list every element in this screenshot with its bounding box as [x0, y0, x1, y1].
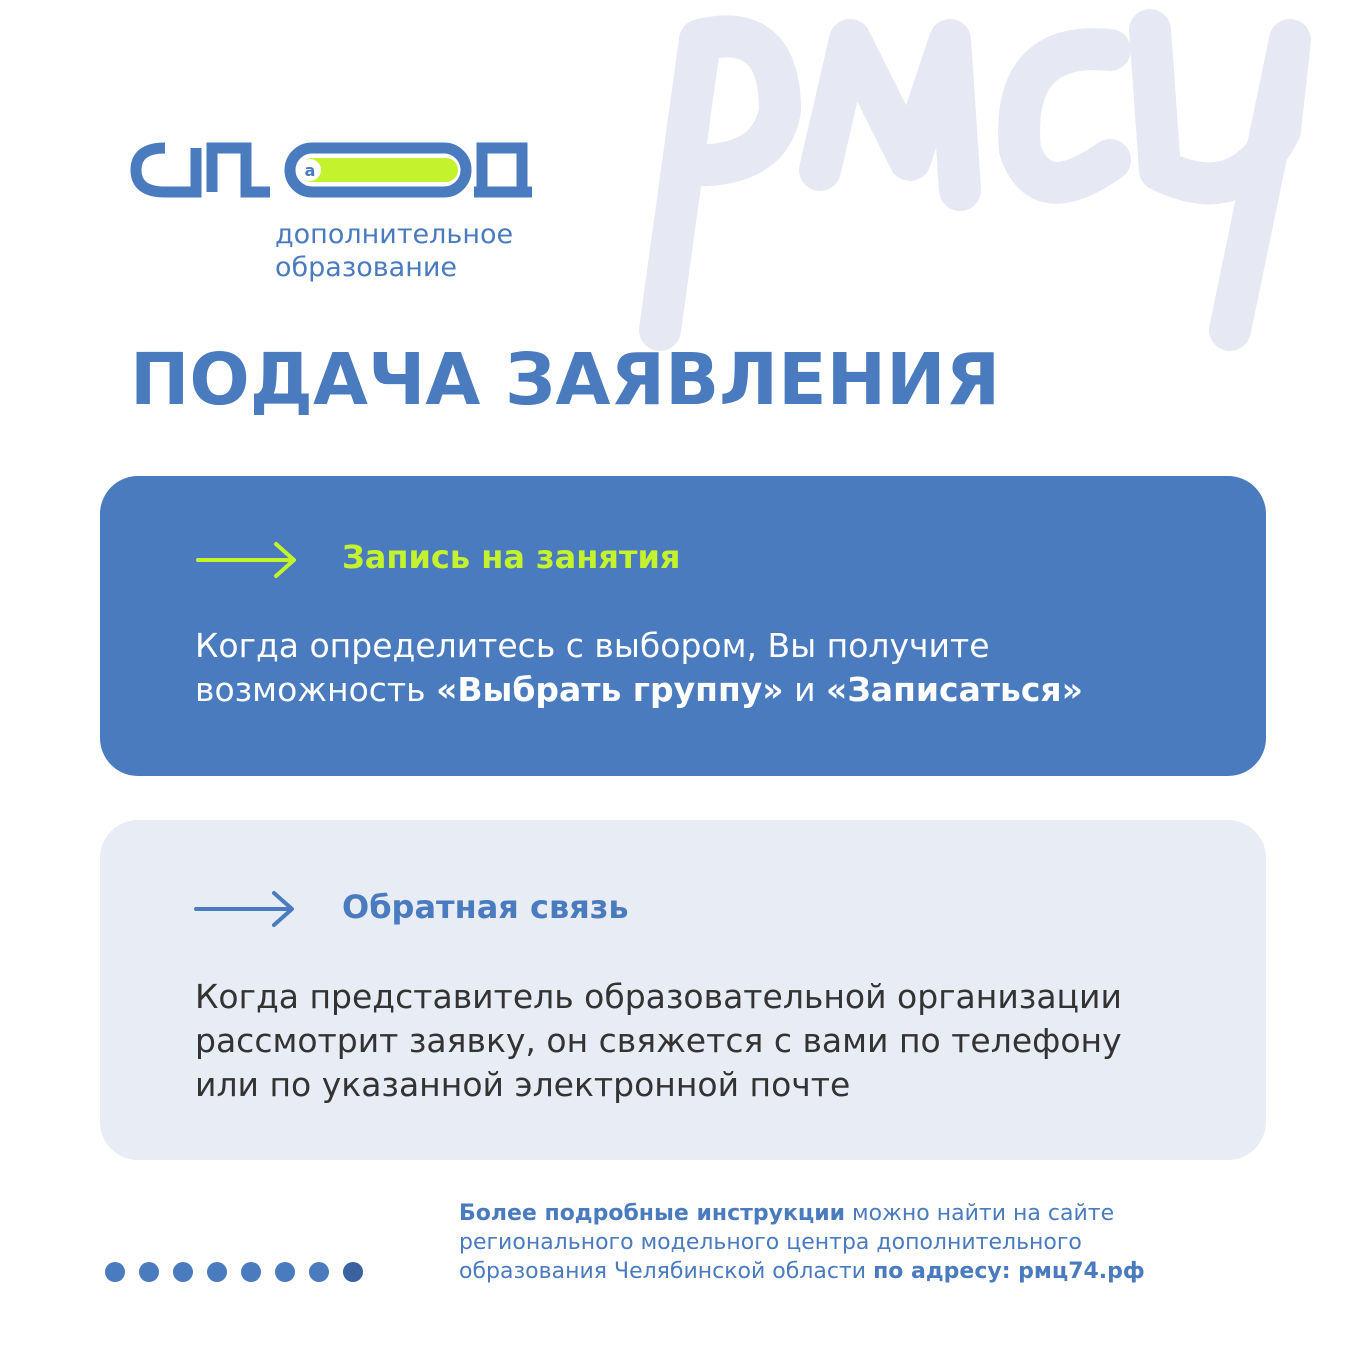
- pagination-dot[interactable]: [241, 1262, 261, 1282]
- choose-group-label: «Выбрать группу»: [436, 670, 784, 709]
- card-text-line: рассмотрит заявку, он свяжется с вами по телефону: [195, 1021, 1122, 1060]
- brand-logo: [130, 140, 540, 200]
- card-text-line: или по указанной электронной почте: [195, 1065, 851, 1104]
- footer-line: [459, 1199, 1219, 1228]
- pagination-dot[interactable]: [139, 1262, 159, 1282]
- brand-subtitle: [275, 218, 513, 284]
- watermark-rmc74: [590, 0, 1366, 360]
- pagination-dot[interactable]: [105, 1262, 125, 1282]
- pagination-dot[interactable]: [275, 1262, 295, 1282]
- footer-note: [459, 1199, 1219, 1286]
- brand-subtitle-line1: дополнительное: [275, 219, 514, 250]
- card-text-line: Когда определитесь с выбором, Вы получите: [195, 626, 990, 665]
- pagination-dot[interactable]: [173, 1262, 193, 1282]
- footer-line: регионального модельного центра дополнительного: [459, 1230, 1082, 1255]
- pagination-dot[interactable]: [207, 1262, 227, 1282]
- text-fragment: и: [783, 670, 827, 709]
- footer-line: [459, 1257, 1219, 1286]
- card-enrollment: [100, 476, 1266, 776]
- page-title: ПОДАЧА ЗАЯВЛЕНИЯ: [130, 338, 1001, 421]
- footer-text: образования Челябинской области: [459, 1259, 874, 1284]
- arrow-right-icon: [194, 889, 296, 929]
- card-text-line: Когда представитель образовательной организации: [195, 977, 1122, 1016]
- card-text-feedback: [195, 975, 1215, 1107]
- card-heading-feedback: Обратная связь: [342, 888, 629, 926]
- sign-up-label: «Записаться»: [826, 670, 1083, 709]
- text-fragment: возможность: [195, 670, 437, 709]
- footer-text: можно найти на сайте: [845, 1201, 1115, 1226]
- card-feedback: [100, 820, 1266, 1160]
- card-text-line: [195, 668, 1215, 712]
- card-heading-enrollment: Запись на занятия: [342, 538, 681, 576]
- pagination-dot[interactable]: [309, 1262, 329, 1282]
- logo-badge-letter: а: [304, 161, 316, 180]
- pagination-dot-active[interactable]: [343, 1262, 363, 1282]
- footer-bold: Более подробные инструкции: [459, 1201, 846, 1226]
- brand-subtitle-line2: образование: [275, 252, 457, 283]
- footer-site-link[interactable]: по адресу: рмц74.рф: [873, 1259, 1145, 1284]
- arrow-right-icon: [196, 540, 298, 580]
- card-text-enrollment: [195, 624, 1215, 712]
